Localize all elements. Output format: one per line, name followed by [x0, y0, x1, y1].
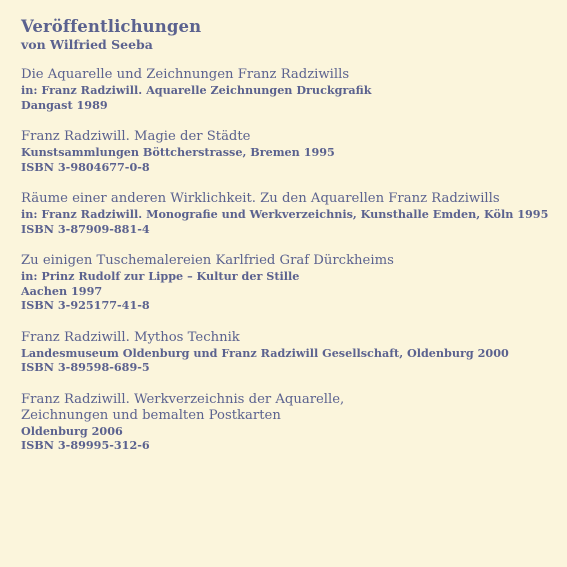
publication-title: Franz Radziwill. Magie der Städte: [21, 129, 251, 144]
publication-title-continued: Zeichnungen und bemalten Postkarten: [21, 407, 281, 423]
publication-source: in: Franz Radziwill. Monografie und Werkverzeichnis, Kunsthalle Emden, Köln 1995: [21, 207, 549, 221]
publication-place-year: Oldenburg 2006: [21, 423, 123, 438]
publication-isbn: ISBN 3-925177-41-8: [21, 298, 150, 312]
publication-publisher: Kunstsammlungen Böttcherstrasse, Bremen 1995: [21, 145, 335, 159]
page-title: Veröffentlichungen: [21, 17, 202, 36]
publication-place-year: Dangast 1989: [21, 97, 108, 112]
publication-place-year: Aachen 1997: [21, 283, 103, 298]
publication-entry: [21, 191, 567, 236]
publication-entry: [21, 67, 567, 112]
publication-isbn: ISBN 3-89598-689-5: [21, 360, 150, 374]
publication-title: Räume einer anderen Wirklichkeit. Zu den Aquarellen Franz Radziwills: [21, 191, 500, 206]
publication-isbn: ISBN 3-89995-312-6: [21, 438, 150, 452]
publication-title: Franz Radziwill. Werkverzeichnis der Aquarelle,: [21, 391, 345, 407]
publication-isbn: ISBN 3-87909-881-4: [21, 221, 150, 236]
publication-source: in: Franz Radziwill. Aquarelle Zeichnungen Druckgrafik: [21, 83, 372, 97]
publication-entry: [21, 129, 567, 174]
publication-title: Franz Radziwill. Mythos Technik: [21, 329, 240, 345]
publication-title: Die Aquarelle und Zeichnungen Franz Radziwills: [21, 67, 350, 82]
publication-isbn: ISBN 3-9804677-0-8: [21, 159, 150, 174]
publication-entry: [21, 392, 567, 453]
page-subtitle: von Wilfried Seeba: [21, 37, 153, 52]
publication-entry: [21, 253, 567, 313]
publication-entry: [21, 330, 567, 375]
publication-source: in: Prinz Rudolf zur Lippe – Kultur der Stille: [21, 269, 300, 283]
publication-title: Zu einigen Tuschemalereien Karlfried Graf Dürckheims: [21, 253, 394, 268]
publication-publisher: Landesmuseum Oldenburg und Franz Radziwill Gesellschaft, Oldenburg 2000: [21, 345, 509, 360]
